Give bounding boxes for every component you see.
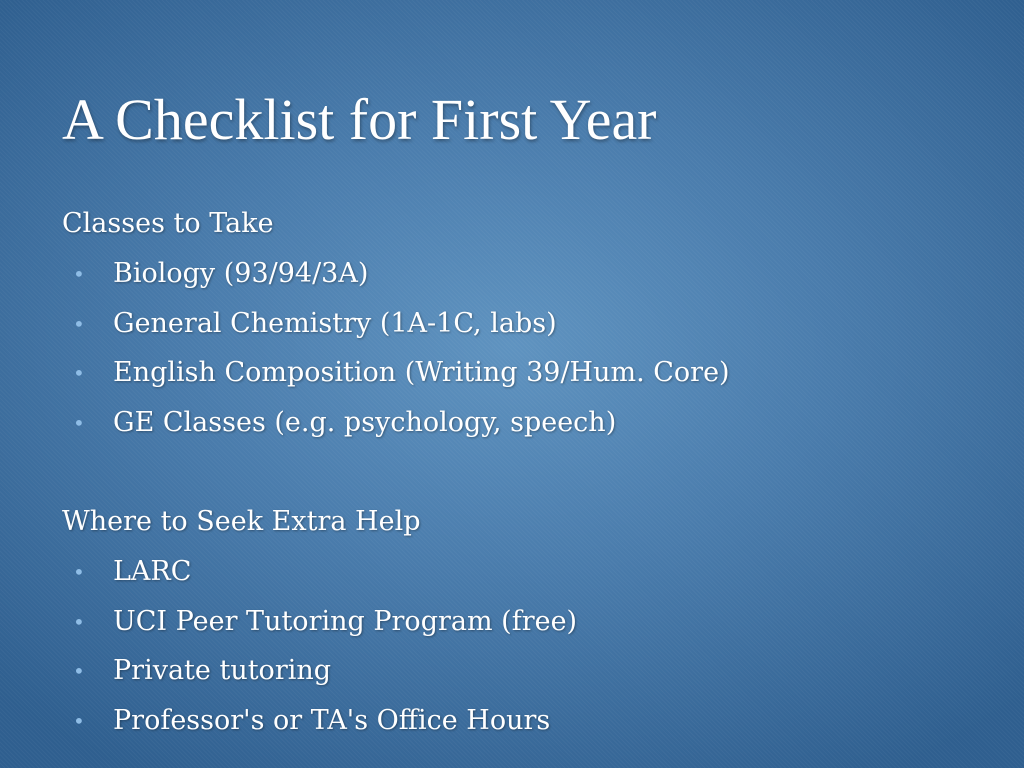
bullet-dot-icon: • xyxy=(73,262,85,286)
list-item xyxy=(62,302,730,352)
bullet-dot-icon: • xyxy=(73,609,85,634)
slide-title: A Checklist for First Year xyxy=(62,87,657,152)
list-item-text: UCI Peer Tutoring Program (free) xyxy=(113,605,578,637)
list-item-text: Biology (93/94/3A) xyxy=(113,258,369,289)
bullet-dot-icon: • xyxy=(73,659,85,684)
list-item xyxy=(62,351,730,401)
list-item xyxy=(62,401,730,451)
section-classes-to-take xyxy=(62,202,730,450)
section-heading: Classes to Take xyxy=(62,208,274,239)
list-item-text: English Composition (Writing 39/Hum. Core) xyxy=(113,357,730,389)
list-item-text: General Chemistry (1A-1C, labs) xyxy=(113,307,557,339)
bullet-dot-icon: • xyxy=(73,311,85,336)
section-heading: Where to Seek Extra Help xyxy=(62,506,421,537)
list-item-text: Private tutoring xyxy=(113,655,332,687)
bullet-list xyxy=(62,252,730,450)
list-item xyxy=(62,600,577,650)
list-item xyxy=(62,649,577,699)
bullet-list xyxy=(62,550,577,748)
bullet-dot-icon: • xyxy=(73,560,85,584)
list-item-text: GE Classes (e.g. psychology, speech) xyxy=(113,406,617,438)
list-item-text: Professor's or TA's Office Hours xyxy=(113,704,551,736)
section-where-to-seek-extra-help xyxy=(62,500,577,748)
list-item-text: LARC xyxy=(113,556,192,587)
list-item xyxy=(62,699,577,749)
bullet-dot-icon: • xyxy=(73,361,85,386)
bullet-dot-icon: • xyxy=(73,708,85,733)
list-item xyxy=(62,252,730,302)
list-item xyxy=(62,550,577,600)
bullet-dot-icon: • xyxy=(73,410,85,435)
